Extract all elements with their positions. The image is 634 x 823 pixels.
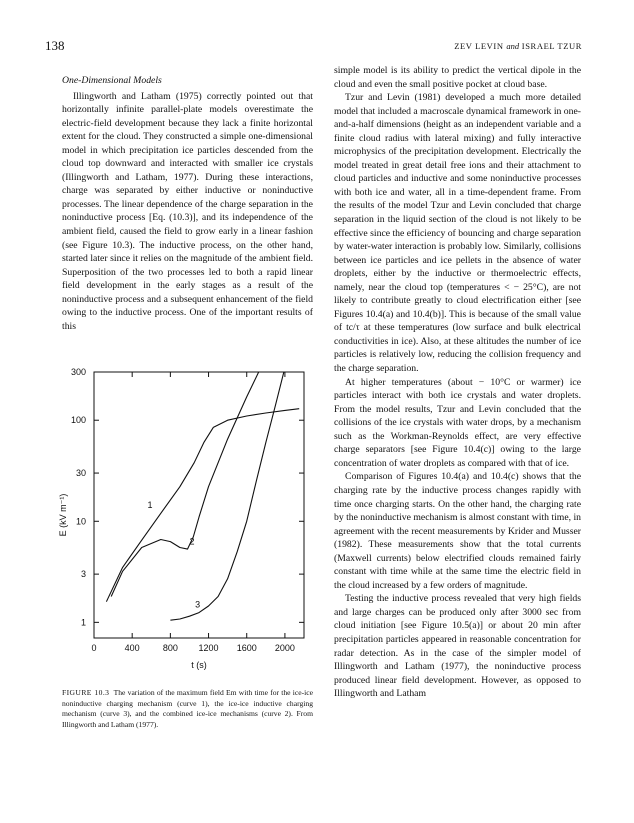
- x-tick-label: 0: [91, 643, 97, 653]
- y-axis-label: E (kV m⁻¹): [58, 493, 68, 537]
- series-label-2: 2: [189, 536, 195, 547]
- right-column: [334, 64, 581, 701]
- caption-text: The variation of the maximum field Em with time for the ice-ice noninductive charging mechanism (curve 1), the ice-ice inductive charging mechanism (curve 3), and the combined ice-ice mechanisms (curve 2). From Illingworth and Latham (1977).: [62, 688, 313, 729]
- y-tick-label: 30: [75, 468, 86, 479]
- series-label-1: 1: [147, 500, 153, 511]
- right-paragraph: simple model is its ability to predict the vertical dipole in the cloud and even the small positive pocket at cloud base.: [334, 65, 581, 90]
- figure-chart: [54, 360, 324, 680]
- running-head-and: and: [506, 41, 520, 51]
- left-paragraph: Illingworth and Latham (1975) correctly pointed out that horizontally infinite parallel-plate models overestimate the electric-field development because they lack a finite horizontal extent for the cloud. They constructed a simple one-dimensional model in which precipitation ice particles descended from the cloud top downward and interacted with smaller ice crystals (Illingworth and Latham, 1977). During these interactions, charge was separated by either inductive or noninductive processes. The linear dependence of the charge separation in the noninductive process [Eq. (10.3)], and its independence of the ambient field, caused the field to grow early in a linear fashion (see Figure 10.3). The inductive process, on the other hand, started later since it relies on the magnitude of the ambient field. Superposition of the two processes led to both a rapid linear field development in the early stages as a result of the noninductive process and a subsequent enhancement of the field owing to the inductive process. One of the important results of this: [62, 90, 313, 332]
- running-head-author-a: ZEV LEVIN: [454, 41, 504, 51]
- figure-caption: [62, 688, 313, 730]
- caption-lead: FIGURE 10.3: [62, 688, 110, 697]
- x-tick-label: 2000: [274, 643, 295, 653]
- right-paragraph: At higher temperatures (about − 10°C or warmer) ice particles interact with both ice crystals and water droplets. From the model results, Tzur and Levin concluded that the collisions of the ice crystals with water drops, by a mechanism such as the Workman-Reynolds effect, are very effective charge separators [see Figure 10.4(c)] owing to the large concentration of water droplets as compared with that of ice.: [334, 376, 581, 469]
- series-label-3: 3: [195, 599, 201, 610]
- x-tick-label: 1600: [236, 643, 257, 653]
- y-tick-label: 10: [75, 516, 86, 527]
- right-paragraph: Testing the inductive process revealed that very high fields and large charges can be produced only after 3000 sec from cloud initiation [see Figure 10.5(a)] or about 20 min after precipitation particles appeared in reasonable concentration for radar detection. As in the case of the simpler model of Illingworth and Latham (1977), the noninductive process produced linear field development. However, as opposed to Illingworth and Latham: [334, 593, 581, 700]
- section-title: One-Dimensional Models: [62, 75, 162, 86]
- left-column: [62, 74, 313, 333]
- x-tick-label: 1200: [198, 643, 219, 653]
- running-head-author-b: ISRAEL TZUR: [521, 41, 582, 51]
- series-line-2: [111, 360, 294, 597]
- y-tick-label: 100: [70, 415, 86, 426]
- x-tick-label: 800: [162, 643, 178, 653]
- x-axis-label: t (s): [191, 660, 207, 670]
- y-tick-label: 3: [80, 569, 86, 580]
- page-number: 138: [45, 38, 65, 53]
- series-line-3: [170, 360, 294, 620]
- chart-curves: [106, 360, 299, 620]
- right-paragraph: Tzur and Levin (1981) developed a much more detailed model that included a macroscale dynamical framework in one-and-a-half dimensions (height as an independent variable and a finite cloud radius with lateral mixing) and fully interactive microphysics of the precipitation development. Electrically the model treated in great detail free ions and their attachment to cloud particles and inductive and some noninductive processes with both ice and water, all in a time-dependent frame. From the results of the model Tzur and Levin concluded that charge separation in the liquid section of the cloud is not likely to be effective since the efficiency of bouncing and charge separation by water-water interaction is probably low. Similarly, collisions between ice particles and ice pellets in the absence of water droplets, either by the inductive or thermoelectric effects, namely, near the cloud top (temperatures < − 25°C), are not likely to contribute greatly to cloud electrification either [see Figures 10.4(a) and 10.4(b)]. This is because of the small value of tc/τ at these temperatures (low surface and bulk electrical conductivities in ice). Also, at these altitudes the number of ice particles is relatively low, reducing the collision frequency and the charge separation.: [334, 92, 581, 375]
- y-tick-label: 300: [70, 367, 86, 377]
- right-paragraph: Comparison of Figures 10.4(a) and 10.4(c) shows that the charging rate by the inductive process changes rapidly with time once charging starts. On the other hand, the charging rate by the noninductive mechanism is almost constant with time, in agreement with the recent measurements by Krider and Musser (1982). These measurements show that the total currents (Maxwell currents) below electrified clouds remained fairly constant with time while at the same time the electric field in the cloud increased by a few orders of magnitude.: [334, 471, 581, 591]
- running-head: [454, 41, 582, 51]
- y-tick-label: 1: [80, 617, 86, 628]
- x-tick-label: 400: [124, 643, 140, 653]
